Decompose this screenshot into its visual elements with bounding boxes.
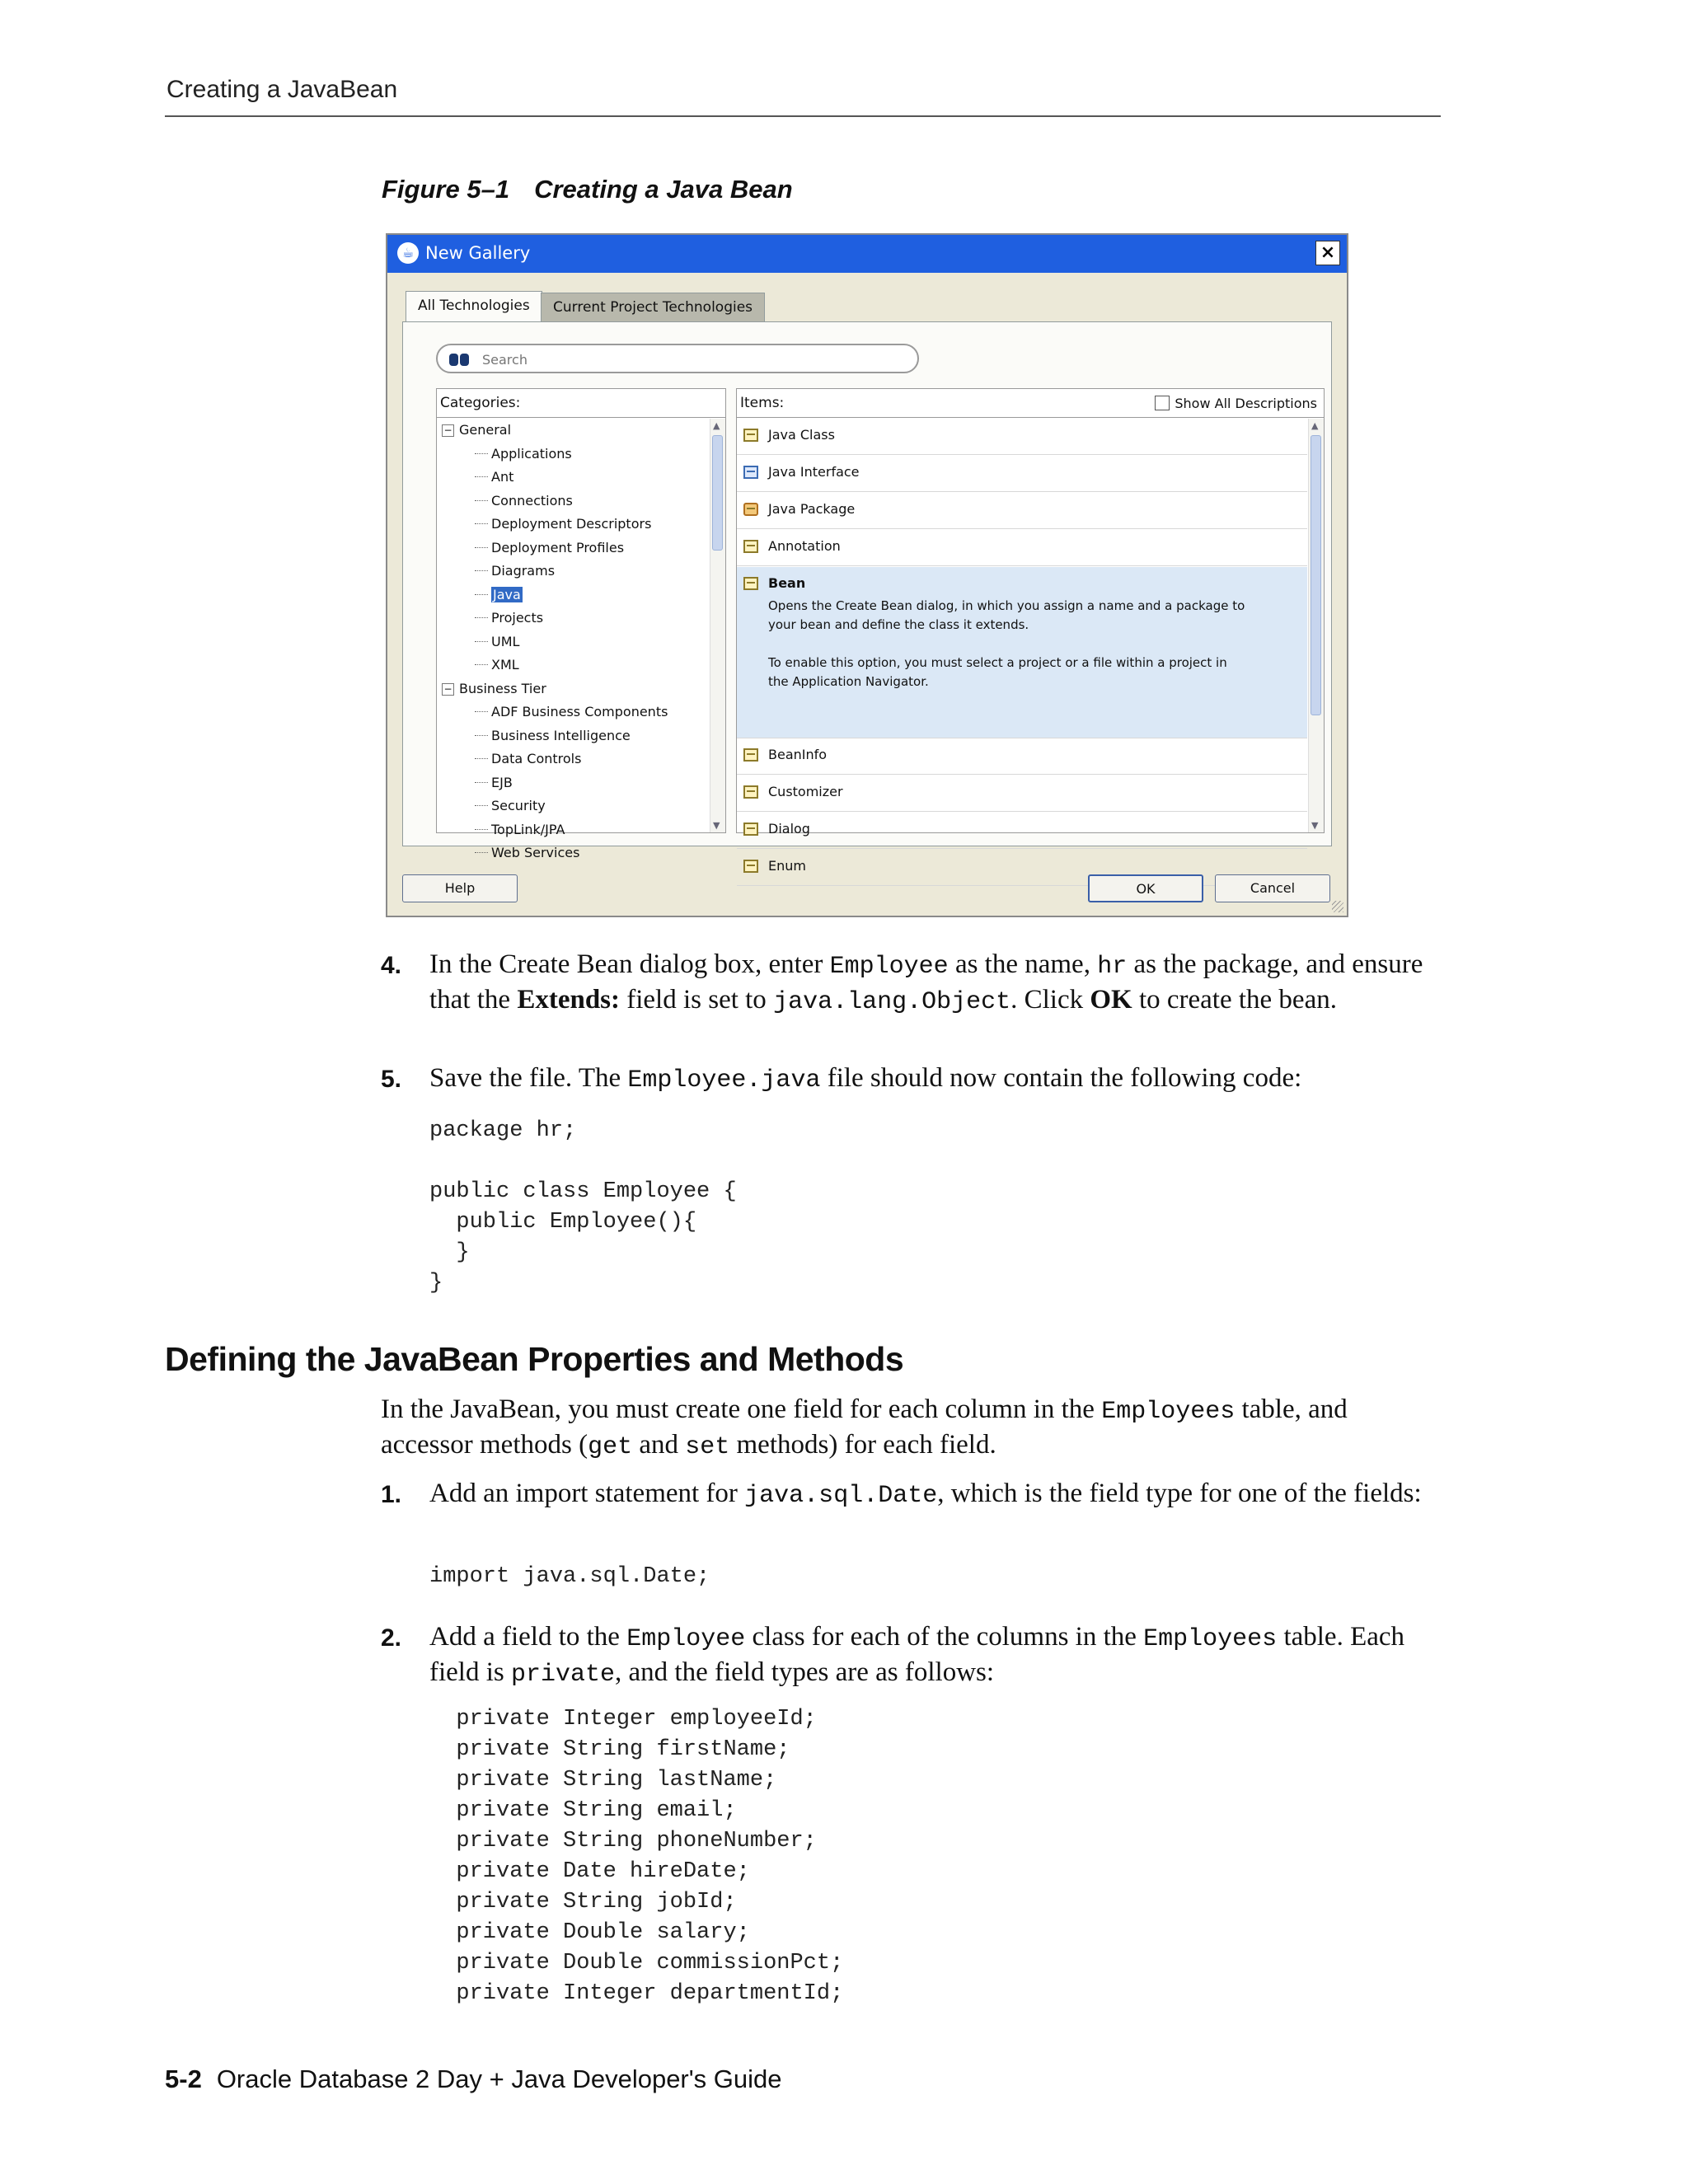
item-label: Customizer: [768, 784, 843, 799]
bold-text: OK: [1090, 985, 1132, 1015]
collapse-icon[interactable]: −: [442, 424, 454, 437]
figure-caption: [382, 175, 793, 204]
category-item[interactable]: [475, 724, 631, 748]
scroll-up-icon[interactable]: ▲: [713, 420, 720, 431]
code-inline: private: [510, 1661, 616, 1689]
tab-current-project-technologies[interactable]: Current Project Technologies: [541, 293, 765, 322]
class-icon: [743, 860, 758, 873]
category-label: Projects: [491, 610, 544, 626]
tree-connector: [475, 805, 488, 806]
category-label: General: [459, 422, 512, 438]
code-inline: set: [685, 1433, 730, 1461]
class-icon: [743, 748, 758, 762]
tree-connector: [475, 523, 488, 524]
items-panel: [736, 388, 1325, 874]
figure-label: Figure 5–1: [382, 175, 510, 204]
item-label: Java Package: [768, 501, 856, 517]
gallery-item[interactable]: [737, 776, 1307, 812]
text: as the name,: [948, 949, 1098, 979]
page-number: 5-2: [165, 2064, 202, 2093]
text: methods) for each field.: [729, 1430, 996, 1460]
category-item[interactable]: [475, 466, 513, 489]
step-1-text: [429, 1477, 1443, 1512]
code-inline: Employee: [626, 1625, 746, 1653]
code-block-import: import java.sql.Date;: [429, 1564, 710, 1589]
dialog-titlebar: [387, 235, 1347, 273]
text: as the package, and ensure that the: [429, 949, 1423, 1015]
item-label: Java Class: [768, 427, 835, 443]
book-title: Oracle Database 2 Day + Java Developer's Guide: [216, 2064, 782, 2093]
tree-connector: [475, 453, 488, 454]
class-icon: [743, 577, 758, 590]
gallery-item[interactable]: [737, 456, 1307, 492]
section-intro: [381, 1393, 1444, 1464]
item-label: Annotation: [768, 538, 841, 554]
page-footer: [165, 2064, 782, 2094]
step-number: 4.: [381, 952, 402, 979]
categories-scrollbar[interactable]: [710, 419, 725, 832]
categories-label: Categories:: [437, 389, 725, 418]
category-label: Data Controls: [491, 751, 582, 766]
scroll-down-icon[interactable]: ▼: [713, 820, 720, 831]
section-heading: Defining the JavaBean Properties and Methods: [165, 1340, 904, 1378]
category-item[interactable]: [475, 701, 668, 724]
category-item[interactable]: [475, 794, 546, 818]
item-label: Java Interface: [768, 464, 860, 480]
item-label: Enum: [768, 858, 806, 874]
item-description: Opens the Create Bean dialog, in which you assign a name and a package to your bean and define the class it extends. To enable this option, you must select a project or a file within a project in the Application Navigator.: [768, 598, 1245, 689]
show-all-label: Show All Descriptions: [1175, 396, 1317, 411]
search-box: [436, 344, 919, 373]
step-number: 2.: [381, 1624, 402, 1652]
text: and: [632, 1430, 686, 1460]
code-inline: Employee: [829, 953, 949, 981]
code-inline: Employees: [1101, 1398, 1236, 1426]
tree-connector: [475, 852, 488, 853]
class-icon: [743, 429, 758, 442]
item-label: BeanInfo: [768, 747, 828, 762]
app-icon: ☕: [397, 242, 419, 264]
step-5-text: [429, 1062, 1443, 1097]
checkbox-icon[interactable]: [1155, 396, 1170, 410]
bold-text: Extends:: [517, 985, 620, 1015]
ok-button[interactable]: OK: [1088, 874, 1203, 902]
scroll-down-icon[interactable]: ▼: [1311, 820, 1319, 831]
step-number: 1.: [381, 1481, 402, 1508]
category-label: ADF Business Components: [491, 704, 668, 719]
category-label: Web Services: [491, 845, 580, 860]
code-inline: get: [588, 1433, 633, 1461]
text: In the JavaBean, you must create one field for each column in the: [381, 1394, 1102, 1424]
items-scrollbar[interactable]: [1308, 419, 1324, 832]
item-label: Bean: [768, 575, 806, 591]
items-header: [737, 389, 1324, 418]
tree-connector: [475, 476, 488, 477]
close-icon[interactable]: ×: [1315, 241, 1340, 265]
gallery-item[interactable]: [737, 738, 1307, 775]
gallery-item[interactable]: [737, 419, 1307, 455]
dialog-title: New Gallery: [425, 243, 531, 263]
category-label: Connections: [491, 492, 573, 509]
package-icon: [743, 503, 758, 516]
tree-connector: [475, 500, 488, 501]
categories-panel: [436, 388, 726, 860]
gallery-item[interactable]: [737, 813, 1307, 849]
text: to create the bean.: [1132, 985, 1337, 1015]
step-number: 5.: [381, 1066, 402, 1093]
interface-icon: [743, 466, 758, 479]
tree-connector: [475, 641, 488, 642]
text: . Click: [1010, 985, 1090, 1015]
code-inline: hr: [1097, 953, 1128, 981]
text: file should now contain the following code:: [820, 1063, 1302, 1093]
tree-connector: [475, 735, 488, 736]
tab-panel: [402, 321, 1332, 874]
category-item[interactable]: [475, 443, 572, 466]
code-inline: Employees: [1143, 1625, 1278, 1653]
cancel-button[interactable]: Cancel: [1215, 874, 1330, 902]
step-2-text: [429, 1620, 1443, 1691]
text: , which is the field type for one of the fields:: [937, 1479, 1422, 1508]
text: In the Create Bean dialog box, enter: [429, 949, 830, 979]
category-item[interactable]: [475, 841, 579, 865]
class-icon: [743, 540, 758, 553]
tree-connector: [475, 570, 488, 571]
category-label: Business Intelligence: [491, 727, 631, 743]
scroll-thumb[interactable]: [1311, 435, 1321, 715]
category-label: XML: [491, 657, 519, 673]
gallery-item[interactable]: [737, 567, 1307, 738]
category-item[interactable]: [475, 513, 651, 536]
gallery-item[interactable]: [737, 493, 1307, 529]
text: Add a field to the: [429, 1622, 627, 1652]
running-header: Creating a JavaBean: [166, 76, 398, 103]
binoculars-icon: [449, 349, 471, 368]
category-item[interactable]: [475, 490, 573, 513]
category-item[interactable]: [475, 560, 555, 583]
category-label: Business Tier: [459, 680, 546, 696]
figure-title: Creating a Java Bean: [534, 175, 793, 204]
item-label: Dialog: [768, 821, 810, 837]
gallery-item[interactable]: [737, 530, 1307, 566]
category-label: Deployment Descriptors: [491, 516, 652, 532]
header-rule: [165, 115, 1441, 117]
tree-connector: [475, 758, 488, 759]
help-button[interactable]: Help: [402, 874, 518, 902]
category-label: Java: [493, 586, 521, 602]
text: Add an import statement for: [429, 1479, 745, 1508]
category-item[interactable]: [442, 677, 546, 701]
category-label: Ant: [491, 469, 514, 485]
category-item[interactable]: [475, 607, 543, 630]
tree-connector: [475, 664, 488, 665]
category-label: Diagrams: [491, 563, 556, 579]
resize-grip-icon[interactable]: [1332, 901, 1343, 912]
text: field is set to: [620, 985, 774, 1015]
step-4-text: [429, 948, 1443, 1019]
class-icon: [743, 785, 758, 799]
tab-all-technologies[interactable]: All Technologies: [406, 291, 542, 322]
text: table, and accessor methods (: [381, 1394, 1348, 1460]
code-block-employee: package hr; public class Employee { public Employee(){ } }: [429, 1118, 737, 1296]
category-item[interactable]: [475, 818, 565, 841]
new-gallery-dialog: [386, 233, 1348, 917]
show-all-descriptions-checkbox[interactable]: [1155, 396, 1317, 411]
tree-connector: [475, 547, 488, 548]
code-inline: Employee.java: [627, 1066, 821, 1094]
category-item[interactable]: [475, 748, 581, 771]
category-item[interactable]: [475, 583, 523, 607]
text: , and the field types are as follows:: [615, 1657, 995, 1687]
category-label: TopLink/JPA: [491, 821, 565, 837]
category-label: Applications: [491, 445, 572, 462]
scroll-up-icon[interactable]: ▲: [1311, 420, 1319, 431]
class-icon: [743, 823, 758, 836]
category-label: UML: [491, 633, 520, 649]
category-label: Security: [491, 798, 546, 813]
code-inline: java.sql.Date: [744, 1482, 938, 1510]
tree-connector: [475, 594, 488, 595]
search-input[interactable]: [481, 348, 896, 371]
text: class for each of the columns in the: [745, 1622, 1144, 1652]
category-item[interactable]: [475, 630, 519, 654]
category-item[interactable]: [475, 654, 519, 677]
tree-connector: [475, 711, 488, 712]
code-block-fields: private Integer employeeId; private String firstName; private String lastName; private String email; private String phoneNumber; private Date hireDate; private String jobId; private Double salary; private Double commissionPct; private Integer departmentId;: [456, 1707, 844, 2006]
category-label: EJB: [491, 774, 513, 790]
text: Save the file. The: [429, 1063, 628, 1093]
collapse-icon[interactable]: −: [442, 683, 454, 696]
category-item[interactable]: [442, 419, 511, 442]
items-label: Items:: [740, 395, 785, 411]
category-label: Deployment Profiles: [491, 539, 625, 555]
tree-connector: [475, 782, 488, 783]
category-item[interactable]: [475, 537, 624, 560]
text: table. Each field is: [429, 1622, 1405, 1687]
tree-connector: [475, 617, 488, 618]
category-item[interactable]: [475, 771, 513, 794]
code-inline: java.lang.Object: [773, 988, 1011, 1016]
scroll-thumb[interactable]: [712, 435, 723, 551]
tree-connector: [475, 829, 488, 830]
